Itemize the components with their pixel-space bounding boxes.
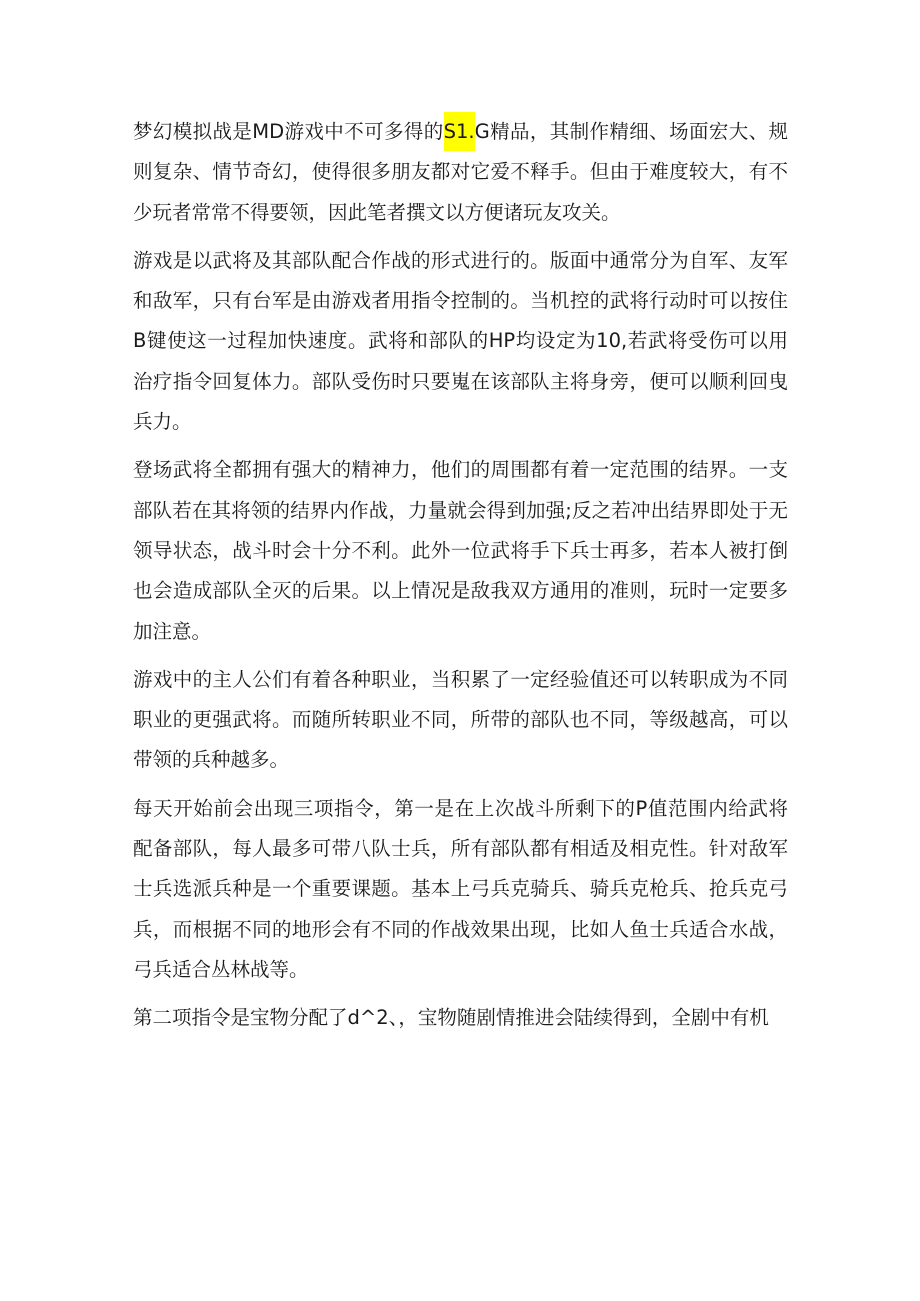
paragraph-1-text-after: G精品，其制作精细、场面宏大、规则复杂、情节奇幻，使得很多朋友都对它爱不释手。但由于难度较大，有不少玩者常常不得要领，因此笔者撰文以方便诸玩友攻关。: [133, 120, 788, 224]
highlighted-text: S1.: [444, 112, 475, 151]
paragraph-6: 第二项指令是宝物分配了d^2、，宝物随剧情推进会陆续得到，全剧中有机: [133, 1006, 769, 1030]
paragraph-4: 游戏中的主人公们有着各种职业，当积累了一定经验值还可以转职成为不同职业的更强武将。而随所转职业不同，所带的部队也不同，等级越高，可以带领的兵种越多。: [133, 667, 788, 772]
paragraph-1: [133, 112, 788, 233]
paragraph-5: 每天开始前会出现三项指令，第一是在上次战斗所剩下的P值范围内给武将配备部队，每人最多可带八队士兵，所有部队都有相适及相克性。针对敌军士兵选派兵种是一个重要课题。基本上弓兵克骑兵、骑兵克枪兵、抢兵克弓兵，而根据不同的地形会有不同的作战效果出现，比如人鱼士兵适合水战，弓兵适合丛林战等。: [133, 796, 788, 981]
paragraph-3: 登场武将全都拥有强大的精神力，他们的周围都有着一定范围的结界。一支部队若在其将领的结界内作战，力量就会得到加强;反之若冲出结界即处于无领导状态，战斗时会十分不利。此外一位武将手下兵士再多，若本人被打倒也会造成部队全灭的后果。以上情况是敌我双方通用的准则，玩时一定要多加注意。: [133, 458, 788, 643]
paragraph-2: 游戏是以武将及其部队配合作战的形式进行的。版面中通常分为自军、友军和敌军，只有台军是由游戏者用指令控制的。当机控的武将行动时可以按住B键使这一过程加快速度。武将和部队的HP均设定为10,若武将受伤可以用治疗指令回复体力。部队受伤时只要嵬在该部队主将身旁，便可以顺利回曳兵力。: [133, 248, 788, 434]
paragraph-1-text-before: 梦幻模拟战是MD游戏中不可多得的: [133, 120, 444, 143]
document-body: [133, 112, 788, 1047]
